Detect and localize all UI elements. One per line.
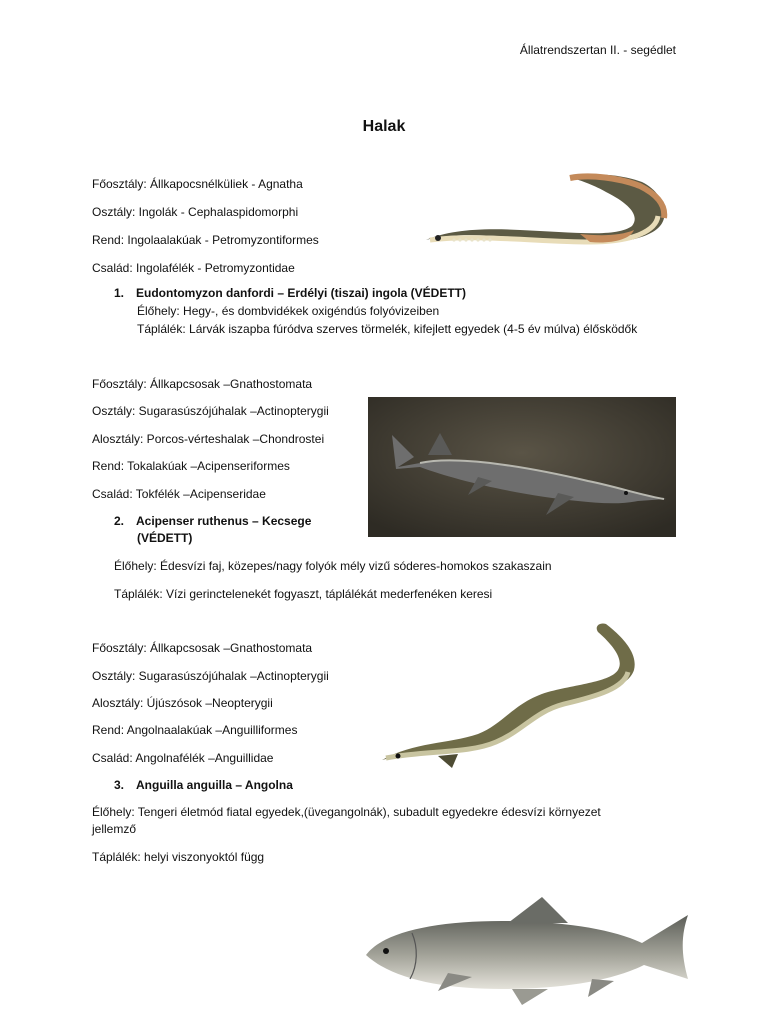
taxonomy-line: Alosztály: Újúszósok –Neopterygii [92,696,273,710]
taxonomy-line: Főosztály: Állkapcsosak –Gnathostomata [92,377,313,391]
lamprey-illustration [420,168,676,276]
taxonomy-line: Rend: Angolnaalakúak –Anguilliformes [92,723,298,737]
species-number: 2. [114,514,125,528]
taxonomy-line: Főosztály: Állkapocsnélküliek - Agnatha [92,177,303,191]
taxonomy-line: Család: Angolnafélék –Anguillidae [92,751,274,765]
taxonomy-line: Osztály: Sugarasúszójúhalak –Actinopterygii [92,404,329,418]
sterlet-photo [368,397,676,537]
species-habitat: Élőhely: Hegy-, és dombvidékek oxigéndús folyóvizeiben [137,304,440,318]
species-protected-note: (VÉDETT) [137,531,193,545]
taxonomy-line: Alosztály: Porcos-vérteshalak –Chondrostei [92,432,325,446]
species-name: Eudontomyzon danfordi – Erdélyi (tiszai) ingola (VÉDETT) [136,286,467,300]
taxonomy-line: Család: Ingolafélék - Petromyzontidae [92,261,295,275]
species-habitat: Élőhely: Tengeri életmód fiatal egyedek,(üvegangolnák), subadult egyedekre édesvízi környezet [92,805,601,819]
document-header: Állatrendszertan II. - segédlet [519,43,676,57]
taxonomy-line: Főosztály: Állkapcsosak –Gnathostomata [92,641,313,655]
species-number: 1. [114,286,125,300]
species-habitat: Élőhely: Édesvízi faj, közepes/nagy folyók mély vizű sóderes-homokos szakaszain [114,559,552,573]
species-number: 3. [114,778,125,792]
species-name: Anguilla anguilla – Angolna [136,778,293,792]
species-heading [114,286,466,300]
species-heading [114,778,293,792]
species-name: Acipenser ruthenus – Kecsege [136,514,312,528]
page-title: Halak [362,118,406,135]
taxonomy-line: Rend: Ingolaalakúak - Petromyzontiformes [92,233,319,247]
species-food: Táplálék: Vízi gerinctelenekét fogyaszt, táplálékát mederfenéken keresi [114,587,493,601]
species-food: Táplálék: helyi viszonyoktól függ [92,850,265,864]
eel-illustration [378,618,644,780]
carp-illustration [362,893,702,1008]
taxonomy-line: Család: Tokfélék –Acipenseridae [92,487,266,501]
species-habitat-continued: jellemző [92,822,137,836]
taxonomy-line: Osztály: Sugarasúszójúhalak –Actinopterygii [92,669,329,683]
taxonomy-line: Rend: Tokalakúak –Acipenseriformes [92,459,290,473]
taxonomy-line: Osztály: Ingolák - Cephalaspidomorphi [92,205,299,219]
species-heading [114,514,311,528]
species-food: Táplálék: Lárvák iszapba fúródva szerves törmelék, kifejlett egyedek (4-5 év múlva) élősködők [137,322,638,336]
